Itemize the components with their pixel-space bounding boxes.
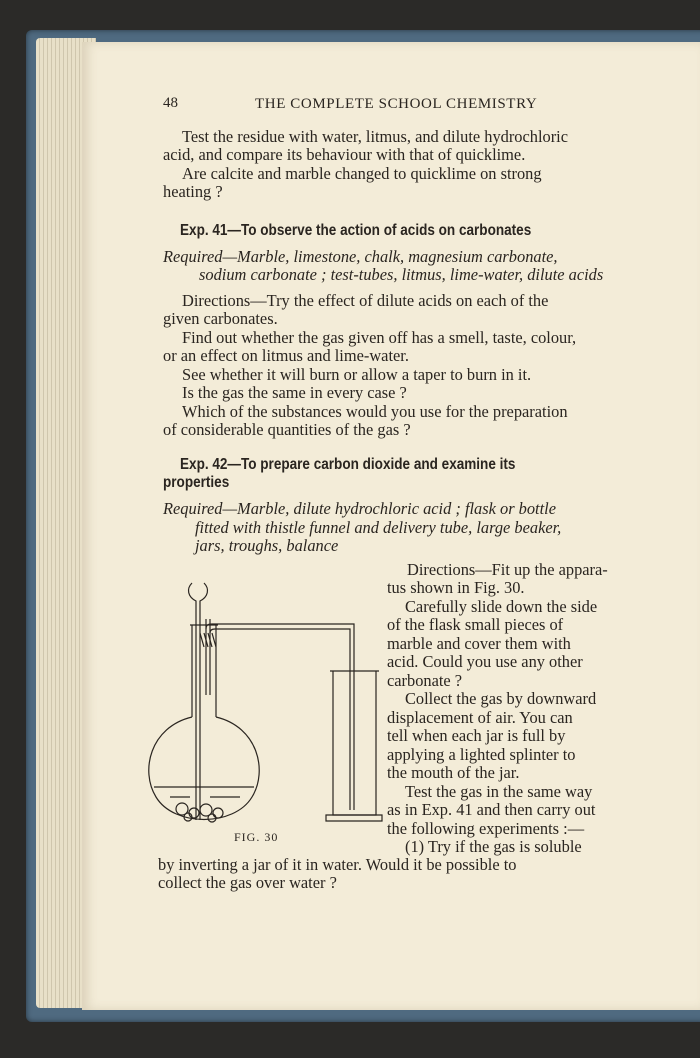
text-line: collect the gas over water ?: [158, 873, 337, 892]
text-line: Directions—Fit up the appara-: [407, 560, 608, 579]
text-line: Find out whether the gas given off has a smell, taste, colour,: [182, 328, 577, 347]
text-line: Test the residue with water, litmus, and dilute hydrochloric: [182, 127, 569, 146]
text-line: as in Exp. 41 and then carry out: [387, 800, 596, 819]
text-line: heating ?: [163, 182, 223, 201]
text-line: Test the gas in the same way: [405, 782, 593, 801]
text-line: (1) Try if the gas is soluble: [405, 837, 582, 856]
text-line: Carefully slide down the side: [405, 597, 598, 616]
text-line: of considerable quantities of the gas ?: [163, 420, 411, 439]
required-line: Required—Marble, limestone, chalk, magnesium carbonate,: [163, 247, 558, 266]
section-heading: Exp. 42—To prepare carbon dioxide and examine its: [180, 456, 516, 473]
text-line: the following experiments :—: [387, 819, 585, 838]
figure-caption: FIG. 30: [234, 830, 279, 844]
required-line: fitted with thistle funnel and delivery tube, large beaker,: [195, 518, 562, 537]
text-line: applying a lighted splinter to: [387, 745, 576, 764]
text-line: displacement of air. You can: [387, 708, 573, 727]
text-line: tus shown in Fig. 30.: [387, 578, 525, 597]
text-line: given carbonates.: [163, 309, 278, 328]
required-line: sodium carbonate ; test-tubes, litmus, lime-water, dilute acids: [199, 265, 604, 284]
text-line: Directions—Try the effect of dilute acids on each of the: [182, 291, 549, 310]
text-line: acid, and compare its behaviour with that of quicklime.: [163, 145, 526, 164]
required-line: Required—Marble, dilute hydrochloric acid ; flask or bottle: [163, 499, 556, 518]
section-heading: Exp. 41—To observe the action of acids on carbonates: [180, 222, 532, 239]
running-title: THE COMPLETE SCHOOL CHEMISTRY: [255, 96, 538, 112]
text-line: by inverting a jar of it in water. Would it be possible to: [158, 855, 517, 874]
text-line: the mouth of the jar.: [387, 763, 520, 782]
text-line: marble and cover them with: [387, 634, 571, 653]
text-line: carbonate ?: [387, 671, 463, 690]
text-line: Which of the substances would you use for the preparation: [182, 402, 568, 421]
text-line: Collect the gas by downward: [405, 689, 597, 708]
text-line: or an effect on litmus and lime-water.: [163, 346, 409, 365]
flask-apparatus-figure: [140, 575, 385, 840]
text-line: Are calcite and marble changed to quicklime on strong: [182, 164, 542, 183]
text-line: tell when each jar is full by: [387, 726, 566, 745]
text-line: See whether it will burn or allow a taper to burn in it.: [182, 365, 532, 384]
text-line: acid. Could you use any other: [387, 652, 583, 671]
section-heading-cont: properties: [163, 474, 230, 491]
text-line: of the flask small pieces of: [387, 615, 564, 634]
required-line: jars, troughs, balance: [195, 536, 339, 555]
page-number: 48: [163, 95, 178, 111]
text-line: Is the gas the same in every case ?: [182, 383, 407, 402]
